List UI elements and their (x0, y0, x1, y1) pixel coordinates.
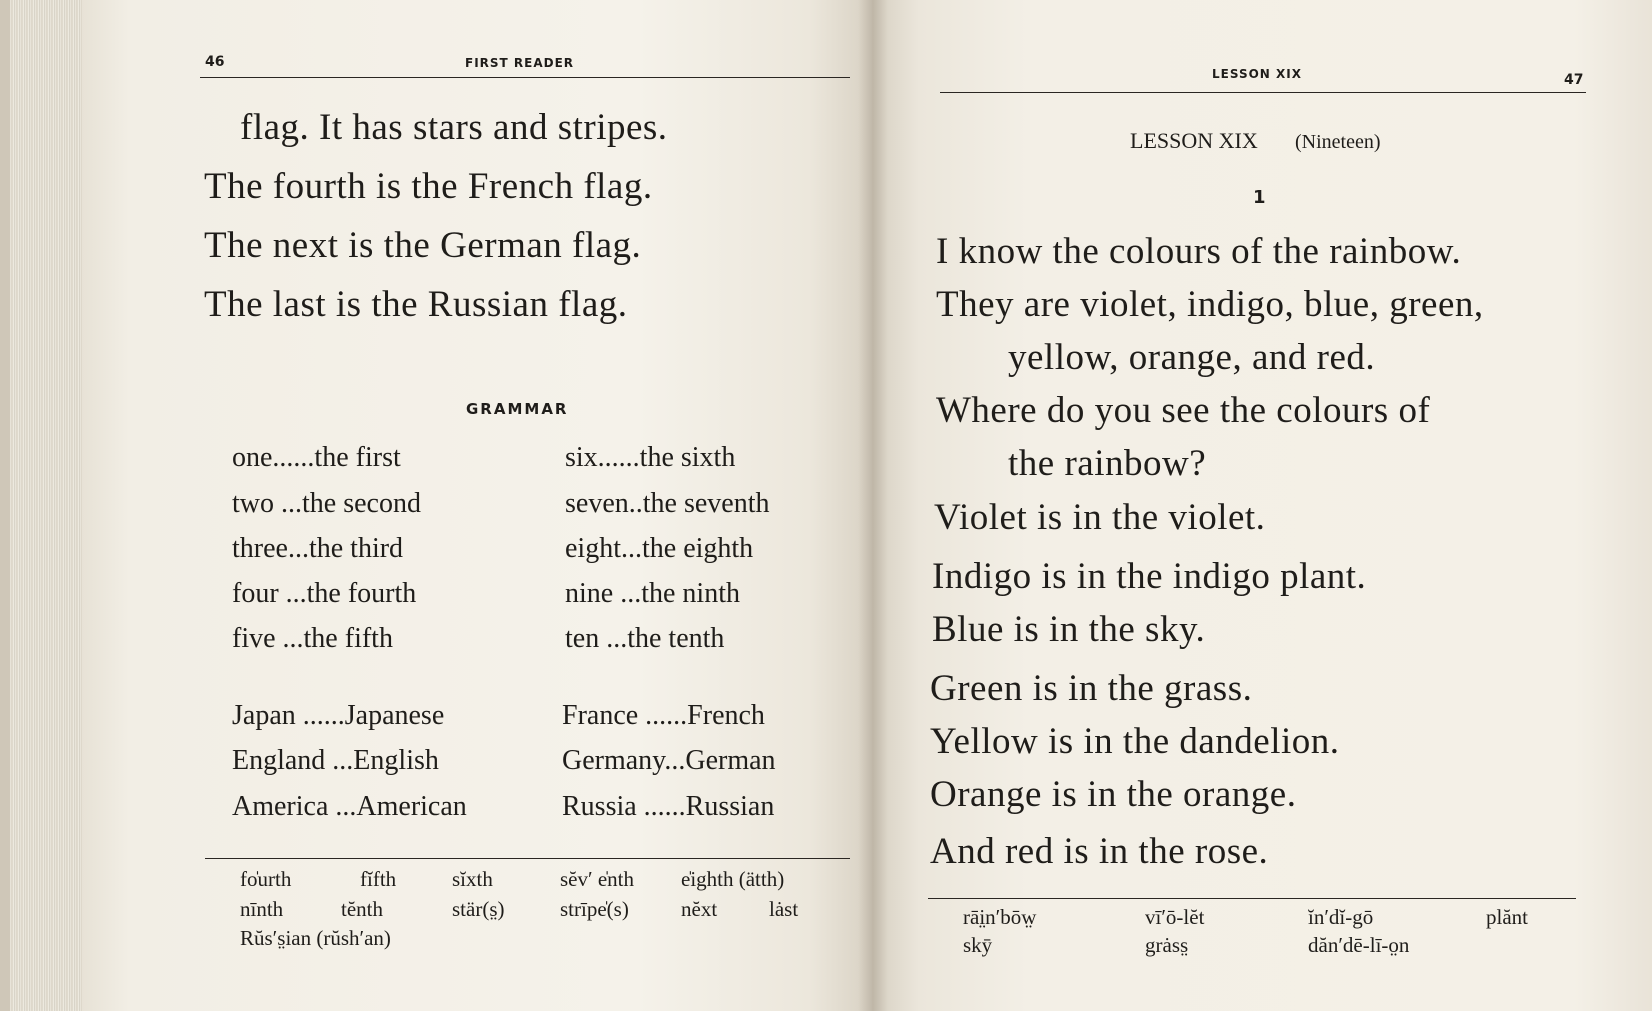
pronunciation-word: Rŭs′s̤ian (rŭsh′an) (240, 926, 391, 950)
country-entry: France ......French (562, 700, 765, 731)
country-entry: Germany...German (562, 745, 776, 776)
text-line: And red is in the rose. (930, 831, 1269, 872)
text-line: Where do you see the colours of (936, 390, 1431, 431)
pronunciation-word: grȧss̤ (1145, 933, 1189, 957)
pronunciation-word: stär(s̤) (452, 897, 505, 921)
text-line: yellow, orange, and red. (1008, 337, 1376, 378)
header-rule-right (940, 92, 1586, 93)
ordinal-entry: seven..the seventh (565, 488, 770, 519)
text-line: Orange is in the orange. (930, 774, 1297, 815)
pronunciation-word: e̍ighth (ätth) (681, 867, 785, 891)
ordinal-entry: ten ...the tenth (565, 623, 725, 654)
section-number: 1 (1253, 187, 1266, 208)
header-rule-left (200, 77, 850, 78)
ordinal-entry: two ...the second (232, 488, 421, 519)
pronunciation-word: rāi̤n′bōw̤ (963, 905, 1037, 929)
footnote-rule-left (205, 858, 850, 859)
text-line: The next is the German flag. (204, 225, 642, 266)
ordinal-entry: eight...the eighth (565, 533, 754, 564)
ordinal-entry: five ...the fifth (232, 623, 393, 654)
page-edges (10, 0, 85, 1011)
pronunciation-word: skȳ (963, 933, 993, 957)
lesson-subtitle: (Nineteen) (1295, 131, 1381, 153)
text-line: Indigo is in the indigo plant. (932, 556, 1367, 597)
page-number-left: 46 (205, 54, 225, 70)
text-line: Yellow is in the dandelion. (930, 721, 1340, 762)
pronunciation-word: sĕv′ e̍nth (560, 867, 634, 891)
country-entry: America ...American (232, 791, 467, 822)
pronunciation-word: tĕnth (341, 897, 383, 921)
pronunciation-word: plănt (1486, 905, 1528, 929)
text-line: They are violet, indigo, blue, green, (936, 284, 1484, 325)
ordinal-entry: four ...the fourth (232, 578, 417, 609)
pronunciation-word: dăn′dē-lī-o̤n (1308, 933, 1410, 957)
country-entry: England ...English (232, 745, 439, 776)
pronunciation-word: sĭxth (452, 867, 493, 891)
pronunciation-word: fĭfth (360, 867, 397, 891)
text-line: I know the colours of the rainbow. (936, 231, 1462, 272)
text-line: Green is in the grass. (930, 668, 1253, 709)
page-number-right: 47 (1564, 72, 1584, 88)
ordinal-entry: one......the first (232, 442, 401, 473)
country-entry: Russia ......Russian (562, 791, 775, 822)
running-header-right: LESSON XIX (1212, 67, 1302, 81)
country-entry: Japan ......Japanese (232, 700, 445, 731)
lesson-title: LESSON XIX (1130, 128, 1258, 153)
text-line: The fourth is the French flag. (204, 166, 653, 207)
text-line: Violet is in the violet. (934, 497, 1266, 538)
pronunciation-word: nĕxt (681, 897, 718, 921)
pronunciation-word: lȧst (769, 897, 799, 921)
grammar-heading: GRAMMAR (466, 400, 569, 418)
text-line: flag. It has stars and stripes. (240, 107, 668, 148)
pronunciation-word: vī′ō-lĕt (1145, 905, 1205, 929)
text-line: Blue is in the sky. (932, 609, 1206, 650)
ordinal-entry: six......the sixth (565, 442, 736, 473)
pronunciation-word: fo̍urth (240, 867, 292, 891)
text-line: the rainbow? (1008, 443, 1207, 484)
footnote-rule-right (928, 898, 1576, 899)
ordinal-entry: three...the third (232, 533, 404, 564)
ordinal-entry: nine ...the ninth (565, 578, 740, 609)
pronunciation-word: nīnth (240, 897, 284, 921)
running-header-left: FIRST READER (465, 56, 575, 70)
pronunciation-word: ĭn′dĭ-gō (1308, 905, 1374, 929)
pronunciation-word: strīpe̍(s) (560, 897, 629, 921)
text-line: The last is the Russian flag. (204, 284, 628, 325)
gutter (858, 0, 888, 1011)
